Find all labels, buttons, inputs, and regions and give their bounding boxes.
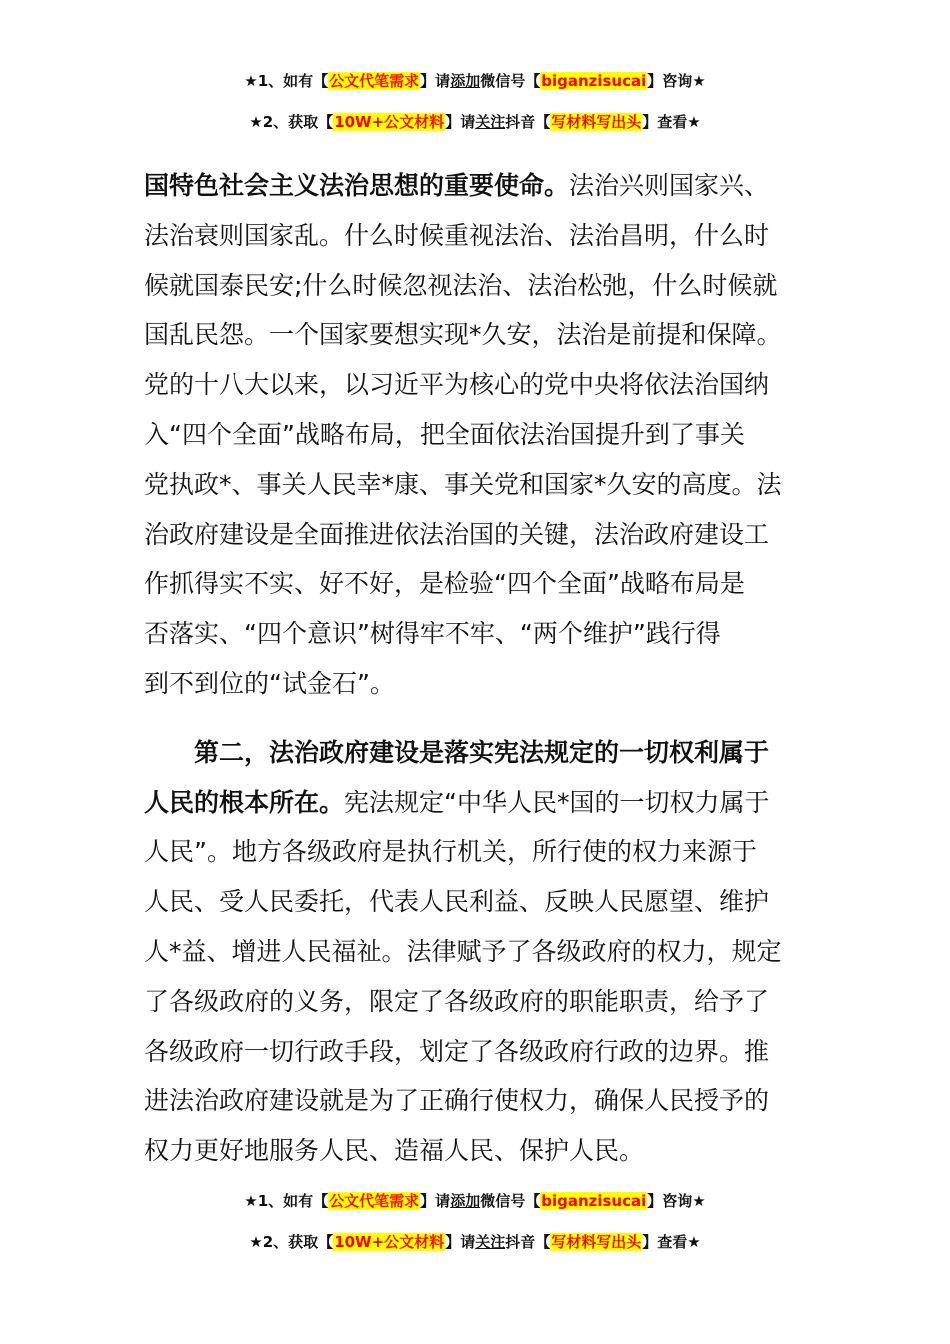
text-line: 候就国泰民安;什么时候忽视法治、法治松弛，什么时候就 [144, 270, 778, 300]
text-run: 宪法规定“中华人民*国的一切权力属于 [344, 787, 770, 817]
ad-underline: 添加 [450, 72, 481, 90]
ad-highlight: 10W+公文材料 [334, 1233, 445, 1251]
text-line: 权力更好地服务人民、造福人民、保护人民。 [144, 1136, 645, 1166]
bold-lead: 国特色社会主义法治思想的重要使命。 [144, 171, 570, 200]
header-ad-banner [0, 66, 950, 148]
ad-text: 】咨询★ [647, 1192, 706, 1210]
ad-line-2 [0, 107, 950, 148]
star-icon: ★ [244, 72, 258, 90]
ad-text: 】请 [420, 72, 451, 90]
ad-text: 微信号【 [480, 72, 541, 90]
text-line: 到不到位的“试金石”。 [144, 668, 395, 698]
ad-text: 1、如有【 [257, 1192, 329, 1210]
ad-highlight: 公文代笔需求 [329, 72, 420, 90]
ad-text: 】查看★ [642, 1233, 701, 1251]
ad-text: 2、获取【 [262, 1233, 334, 1251]
text-line [144, 161, 806, 211]
text-line: 党执政*、事关人民幸*康、事关党和国家*久安的高度。法 [144, 469, 782, 499]
text-run: 法治兴则国家兴、 [569, 171, 770, 200]
ad-text: 】查看★ [642, 113, 701, 131]
ad-text: 】请 [445, 113, 476, 131]
ad-text: 抖音【 [505, 1233, 551, 1251]
document-body [144, 161, 806, 1176]
ad-text: 微信号【 [480, 1192, 541, 1210]
text-line: 人民、受人民委托，代表人民利益、反映人民愿望、维护 [144, 887, 770, 917]
text-line: 法治衰则国家乱。什么时候重视法治、法治昌明，什么时 [144, 220, 770, 250]
ad-text: 】咨询★ [647, 72, 706, 90]
ad-douyin-id: 写材料写出头 [551, 113, 642, 131]
ad-underline: 关注 [475, 1233, 506, 1251]
text-line: 治政府建设是全面推进依法治国的关键，法治政府建设工 [144, 519, 770, 549]
ad-wechat-id: biganzisucai [541, 1192, 647, 1210]
text-line: 人民”。地方各级政府是执行机关，所行使的权力来源于 [144, 837, 757, 867]
text-line: 人*益、增进人民福祉。法律赋予了各级政府的权力，规定 [144, 936, 782, 966]
text-line: 入“四个全面”战略布局，把全面依法治国提升到了事关 [144, 419, 745, 449]
ad-text: 】请 [445, 1233, 476, 1251]
ad-douyin-id: 写材料写出头 [551, 1233, 642, 1251]
ad-text: 】请 [420, 1192, 451, 1210]
text-line: 各级政府一切行政手段，划定了各级政府行政的边界。推 [144, 1036, 770, 1066]
ad-highlight: 公文代笔需求 [329, 1192, 420, 1210]
ad-highlight: 10W+公文材料 [334, 113, 445, 131]
text-line: 进法治政府建设就是为了正确行使权力，确保人民授予的 [144, 1086, 770, 1116]
star-icon: ★ [244, 1192, 258, 1210]
text-line: 党的十八大以来，以习近平为核心的党中央将依法治国纳 [144, 370, 770, 400]
footer-ad-banner [0, 1186, 950, 1268]
ad-underline: 关注 [475, 113, 506, 131]
star-icon: ★ [249, 113, 263, 131]
ad-underline: 添加 [450, 1192, 481, 1210]
ad-line-1 [0, 1186, 950, 1227]
ad-text: 抖音【 [505, 113, 551, 131]
ad-text: 1、如有【 [257, 72, 329, 90]
star-icon: ★ [249, 1233, 263, 1251]
text-line: 了各级政府的义务，限定了各级政府的职能职责，给予了 [144, 986, 770, 1016]
paragraph-2 [144, 728, 806, 1176]
section-heading: 第二，法治政府建设是落实宪法规定的一切权利属于 [194, 737, 770, 767]
text-line: 国乱民怨。一个国家要想实现*久安，法治是前提和保障。 [144, 320, 782, 350]
ad-text: 2、获取【 [262, 113, 334, 131]
ad-line-2 [0, 1227, 950, 1268]
text-line [144, 778, 806, 828]
paragraph-1 [144, 161, 806, 709]
ad-wechat-id: biganzisucai [541, 72, 647, 90]
text-line: 否落实、“四个意识”树得牢不牢、“两个维护”践行得 [144, 619, 721, 649]
bold-lead: 人民的根本所在。 [144, 787, 345, 817]
text-line: 作抓得实不实、好不好，是检验“四个全面”战略布局是 [144, 569, 745, 599]
ad-line-1 [0, 66, 950, 107]
